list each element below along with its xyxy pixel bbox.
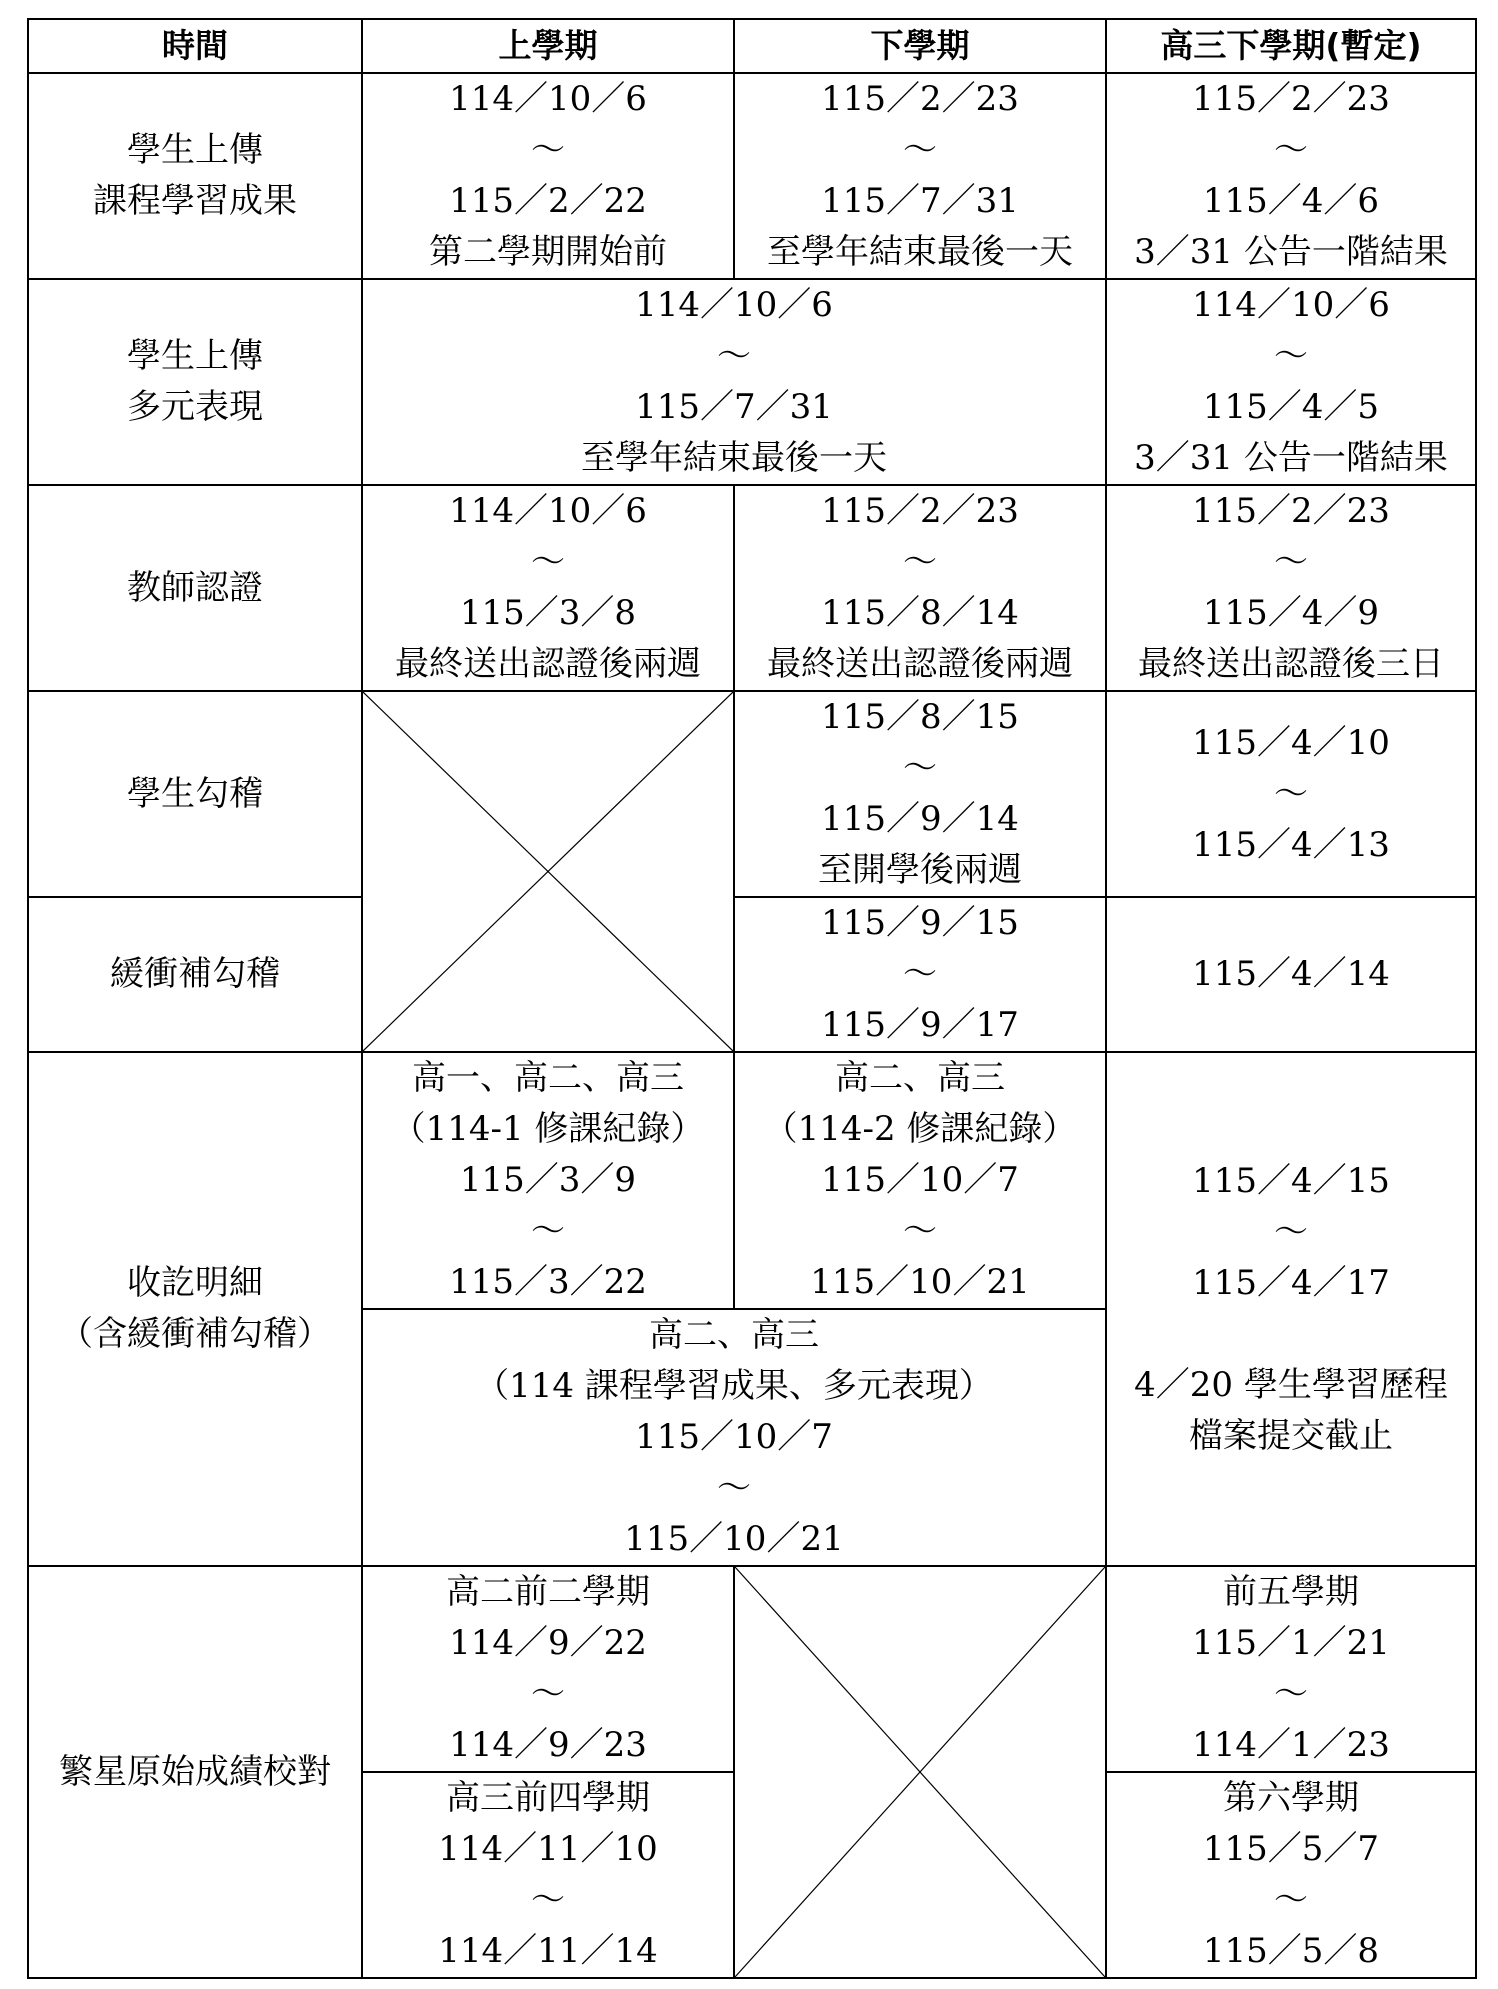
tilde: ～ [531, 1211, 565, 1251]
date-start: 115／10／7 [635, 1417, 833, 1457]
note: 至開學後兩週 [818, 850, 1022, 890]
tilde: ～ [717, 1468, 751, 1508]
header-time: 時間 [28, 19, 362, 73]
label-line: （含緩衝補勾稽） [59, 1314, 331, 1354]
record-type: （114 課程學習成果、多元表現） [475, 1366, 993, 1406]
row-upload-course-results [28, 73, 1476, 279]
row-receipt-a [28, 1052, 1476, 1309]
date-end: 115／7／31 [635, 387, 833, 427]
tilde: ～ [1274, 336, 1308, 376]
label-line: 教師認證 [127, 567, 263, 608]
note: 3／31 公告一階結果 [1134, 438, 1448, 478]
star-check-g12-a [1106, 1566, 1476, 1772]
note: 3／31 公告一階結果 [1134, 232, 1448, 272]
receipt-g12 [1106, 1052, 1476, 1566]
date-end: 115／4／17 [1192, 1263, 1390, 1303]
spacer [1107, 1309, 1475, 1360]
date-start: 114／11／10 [438, 1829, 658, 1869]
date-start: 114／9／22 [449, 1623, 647, 1663]
cross-mark-icon [735, 1567, 1105, 1977]
buffer-check-sem2 [734, 897, 1106, 1052]
date-start: 115／1／21 [1192, 1623, 1390, 1663]
row-label-upload-diverse [28, 279, 362, 485]
date-end: 115／4／13 [1192, 824, 1390, 865]
date-start: 115／4／15 [1192, 1161, 1390, 1201]
header-grade12-second-semester: 高三下學期(暫定) [1106, 19, 1476, 73]
tilde: ～ [1274, 130, 1308, 170]
tilde: ～ [903, 542, 937, 582]
tilde: ～ [1274, 1212, 1308, 1252]
note: 4／20 學生學習歷程 [1134, 1365, 1448, 1405]
date-start: 115／5／7 [1202, 1829, 1380, 1869]
label-line: 多元表現 [127, 387, 263, 427]
note: 最終送出認證後兩週 [767, 644, 1073, 684]
header-second-semester: 下學期 [734, 19, 1106, 73]
date-start: 115／2／23 [1192, 79, 1390, 119]
row-student-check [28, 691, 1476, 897]
teacher-cert-g12 [1106, 485, 1476, 691]
date-end: 115／4／9 [1202, 593, 1380, 633]
tilde: ～ [531, 1880, 565, 1920]
record-type: （114-2 修課紀錄） [763, 1109, 1077, 1149]
date-end: 115／5／8 [1202, 1931, 1380, 1971]
upload-results-sem1 [362, 73, 734, 279]
tilde: ～ [1274, 1880, 1308, 1920]
teacher-cert-sem1 [362, 485, 734, 691]
row-label-star-check [28, 1566, 362, 1978]
row-label-teacher-cert [28, 485, 362, 691]
row-label-student-check [28, 691, 362, 897]
date-start: 115／4／10 [1192, 722, 1390, 763]
upload-diverse-year [362, 279, 1106, 485]
grades: 高一、高二、高三 [412, 1058, 684, 1098]
label-line: 學生上傳 [127, 130, 263, 170]
record-type: （114-1 修課紀錄） [391, 1109, 705, 1149]
row-upload-diverse [28, 279, 1476, 485]
date-start: 114／10／6 [449, 491, 647, 531]
date-start: 115／3／9 [459, 1160, 637, 1200]
date-end: 115／10／21 [810, 1262, 1030, 1302]
tilde: ～ [903, 130, 937, 170]
teacher-cert-sem2 [734, 485, 1106, 691]
star-check-sem1-b [362, 1772, 734, 1978]
tilde: ～ [903, 748, 937, 788]
header-first-semester: 上學期 [362, 19, 734, 73]
period: 第六學期 [1223, 1778, 1359, 1818]
row-label-upload-course-results [28, 73, 362, 279]
tilde: ～ [1274, 542, 1308, 582]
tilde: ～ [1274, 773, 1308, 814]
tilde: ～ [531, 130, 565, 170]
upload-results-sem2 [734, 73, 1106, 279]
date-start: 114／10／6 [635, 285, 833, 325]
date-end: 115／4／6 [1202, 181, 1380, 221]
tilde: ～ [1274, 1674, 1308, 1714]
date-end: 115／7／31 [821, 181, 1019, 221]
receipt-year [362, 1309, 1106, 1566]
date-start: 114／10／6 [1192, 285, 1390, 325]
note: 至學年結束最後一天 [767, 232, 1073, 272]
date-end: 114／1／23 [1192, 1725, 1390, 1765]
label-line: 緩衝補勾稽 [110, 954, 280, 994]
label-line: 繁星原始成績校對 [59, 1751, 331, 1792]
header-row [28, 19, 1476, 73]
upload-diverse-g12 [1106, 279, 1476, 485]
date-end: 115／8／14 [821, 593, 1019, 633]
tilde: ～ [903, 954, 937, 994]
date-end: 115／4／5 [1202, 387, 1380, 427]
note: 第二學期開始前 [429, 232, 667, 272]
row-label-receipt [28, 1052, 362, 1566]
date-start: 114／10／6 [449, 79, 647, 119]
receipt-sem1 [362, 1052, 734, 1309]
date-end: 114／9／23 [449, 1725, 647, 1765]
date-start: 115／2／23 [821, 79, 1019, 119]
buffer-check-g12 [1106, 897, 1476, 1052]
row-label-buffer-check [28, 897, 362, 1052]
date-start: 115／9／15 [821, 903, 1019, 943]
tilde: ～ [903, 1211, 937, 1251]
period: 高二前二學期 [446, 1572, 650, 1612]
date: 115／4／14 [1192, 954, 1390, 994]
row-star-check-a [28, 1566, 1476, 1772]
note: 至學年結束最後一天 [581, 438, 887, 478]
star-check-g12-b [1106, 1772, 1476, 1978]
date-start: 115／2／23 [1192, 491, 1390, 531]
not-applicable-cell-sem2 [734, 1566, 1106, 1978]
tilde: ～ [717, 336, 751, 376]
date-end: 115／3／22 [449, 1262, 647, 1302]
date-start: 115／2／23 [821, 491, 1019, 531]
period: 前五學期 [1223, 1572, 1359, 1612]
label-line: 課程學習成果 [93, 181, 297, 221]
row-teacher-cert [28, 485, 1476, 691]
tilde: ～ [531, 1674, 565, 1714]
receipt-sem2 [734, 1052, 1106, 1309]
note: 最終送出認證後三日 [1138, 644, 1444, 684]
not-applicable-cell-sem1 [362, 691, 734, 1052]
upload-results-g12 [1106, 73, 1476, 279]
date-end: 115／10／21 [624, 1519, 844, 1559]
date-end: 115／2／22 [449, 181, 647, 221]
date-end: 115／3／8 [459, 593, 637, 633]
grades: 高二、高三 [649, 1315, 819, 1355]
date-start: 115／8／15 [821, 697, 1019, 737]
note: 最終送出認證後兩週 [395, 644, 701, 684]
date-end: 115／9／17 [821, 1005, 1019, 1045]
star-check-sem1-a [362, 1566, 734, 1772]
schedule-table [27, 18, 1477, 1979]
date-start: 115／10／7 [821, 1160, 1019, 1200]
label-line: 收訖明細 [127, 1263, 263, 1303]
cross-mark-icon [363, 692, 733, 1051]
period: 高三前四學期 [446, 1778, 650, 1818]
date-end: 114／11／14 [438, 1931, 658, 1971]
student-check-sem2 [734, 691, 1106, 897]
note: 檔案提交截止 [1189, 1416, 1393, 1456]
tilde: ～ [531, 542, 565, 582]
label-line: 學生上傳 [127, 336, 263, 376]
date-end: 115／9／14 [821, 799, 1019, 839]
label-line: 學生勾稽 [127, 773, 263, 814]
grades: 高二、高三 [835, 1058, 1005, 1098]
student-check-g12 [1106, 691, 1476, 897]
row-buffer-check [28, 897, 1476, 1052]
